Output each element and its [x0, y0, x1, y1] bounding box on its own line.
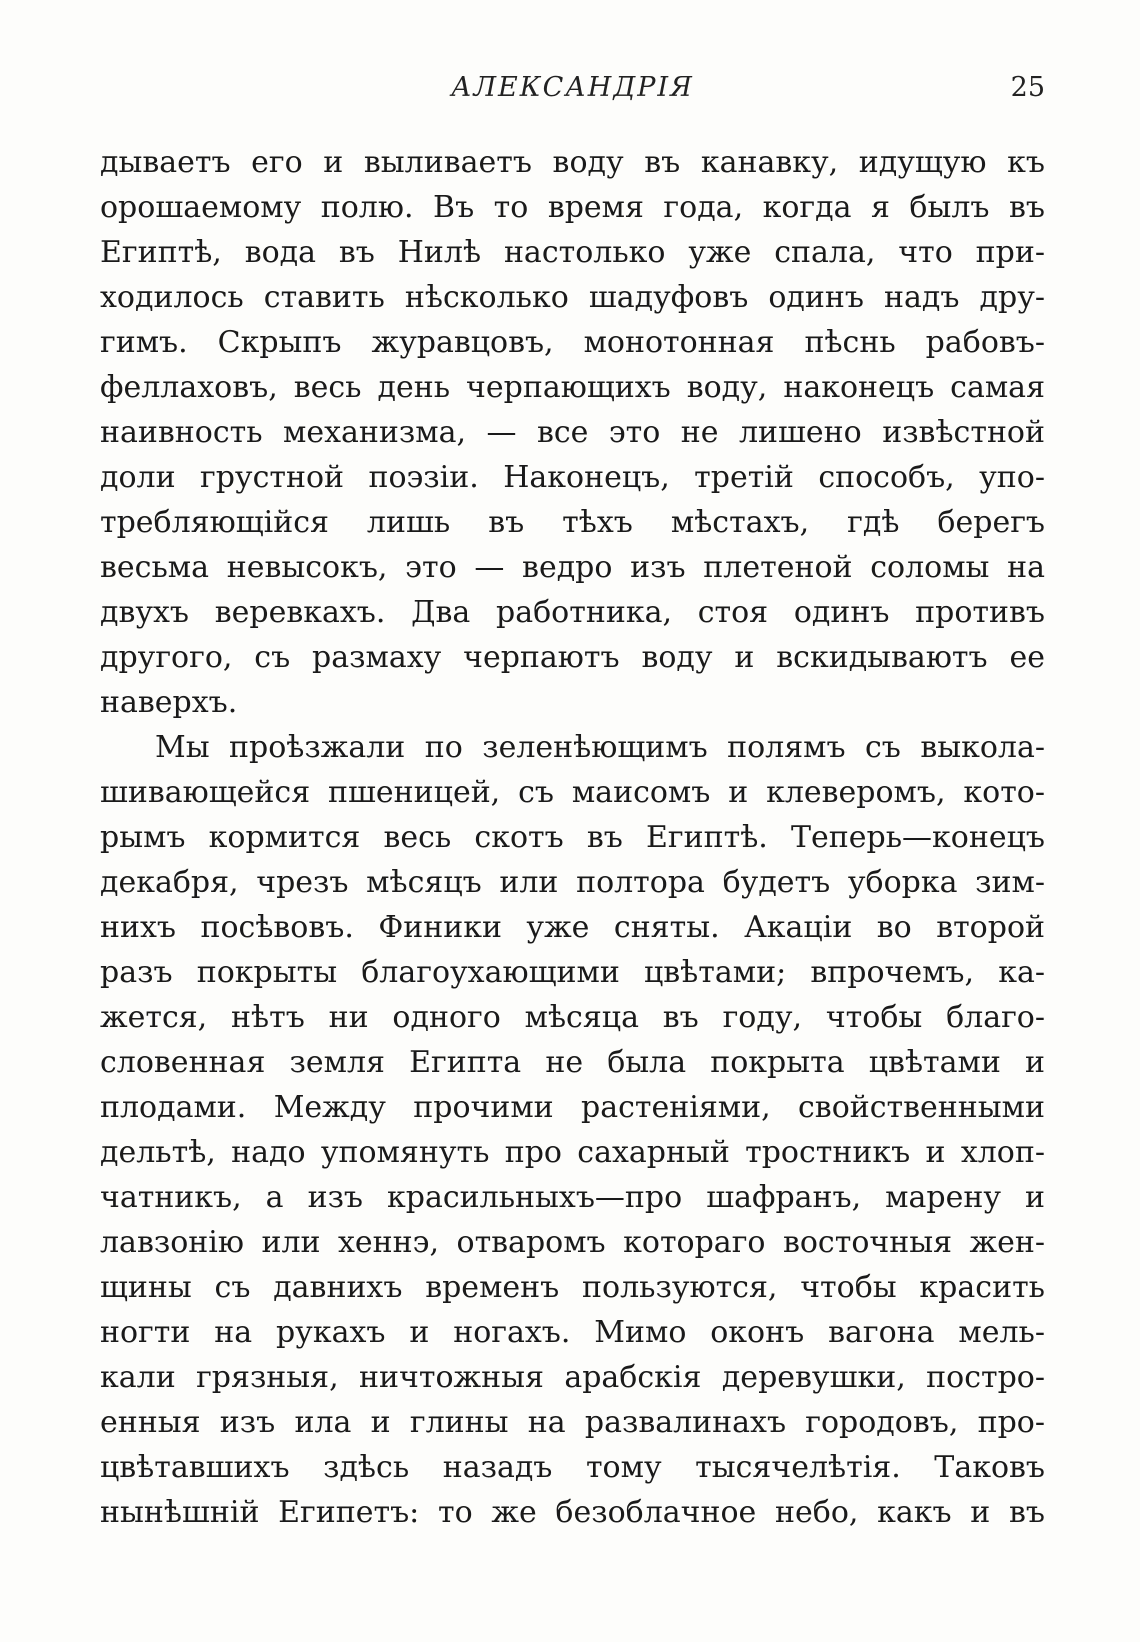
text-line-7: наивность механизма, — все это не лишено извѣстной	[100, 415, 1045, 450]
text-line-1: дываетъ его и выливаетъ воду въ канавку, идущую къ	[100, 145, 1045, 180]
text-line-29: енныя изъ ила и глины на развалинахъ городовъ, про-	[100, 1405, 1045, 1440]
text-line-12: другого, съ размаху черпаютъ воду и вскидываютъ ее	[100, 640, 1045, 675]
text-line-3: Египтѣ, вода въ Нилѣ настолько уже спала, что при-	[100, 235, 1045, 270]
text-line-6: феллаховъ, весь день черпающихъ воду, наконецъ самая	[100, 370, 1045, 405]
text-line-10: весьма невысокъ, это — ведро изъ плетеной соломы на	[100, 550, 1045, 585]
running-head	[100, 72, 1045, 112]
text-line-26: щины съ давнихъ временъ пользуются, чтобы красить	[100, 1270, 1045, 1305]
text-line-5: гимъ. Скрыпъ журавцовъ, монотонная пѣснь рабовъ-	[100, 325, 1045, 360]
text-line-16: рымъ кормится весь скотъ въ Египтѣ. Теперь—конецъ	[100, 820, 1045, 855]
text-line-24: чатникъ, а изъ красильныхъ—про шафранъ, марену и	[100, 1180, 1045, 1215]
text-line-14: Мы проѣзжали по зеленѣющимъ полямъ съ выколa-	[155, 730, 1045, 765]
running-title: АЛЕКСАНДРІЯ	[451, 72, 694, 103]
body-text	[100, 140, 1045, 1535]
text-line-2: орошаемому полю. Въ то время года, когда я былъ въ	[100, 190, 1045, 225]
text-line-11: двухъ веревкахъ. Два работника, стоя одинъ противъ	[100, 595, 1045, 630]
text-line-13: наверхъ.	[100, 685, 238, 720]
text-line-27: ногти на рукахъ и ногахъ. Мимо оконъ вагона мель-	[100, 1315, 1045, 1350]
text-line-23: дельтѣ, надо упомянуть про сахарный тростникъ и хлоп-	[100, 1135, 1045, 1170]
text-line-8: доли грустной поэзіи. Наконецъ, третій способъ, упо-	[100, 460, 1045, 495]
text-line-30: цвѣтавшихъ здѣсь назадъ тому тысячелѣтія. Таковъ	[100, 1450, 1045, 1485]
text-line-4: ходилось ставить нѣсколько шадуфовъ одинъ надъ дру-	[100, 280, 1045, 315]
text-line-18: нихъ посѣвовъ. Финики уже сняты. Акаціи во второй	[100, 910, 1045, 945]
text-line-21: словенная земля Египта не была покрыта цвѣтами и	[100, 1045, 1045, 1080]
text-line-22: плодами. Между прочими растеніями, свойственными	[100, 1090, 1045, 1125]
text-line-9: требляющійся лишь въ тѣхъ мѣстахъ, гдѣ берегъ	[100, 505, 1045, 540]
text-line-15: шивающейся пшеницей, съ маисомъ и клеверомъ, кото-	[100, 775, 1045, 810]
page-number: 25	[1010, 72, 1045, 103]
text-line-17: декабря, чрезъ мѣсяцъ или полтора будетъ уборка зим-	[100, 865, 1045, 900]
text-line-25: лавзонію или хеннэ, отваромъ котораго восточныя жен-	[100, 1225, 1045, 1260]
text-line-28: кали грязныя, ничтожныя арабскія деревушки, постро-	[100, 1360, 1045, 1395]
text-line-31: нынѣшній Египетъ: то же безоблачное небо, какъ и въ	[100, 1495, 1045, 1530]
text-line-20: жется, нѣтъ ни одного мѣсяца въ году, чтобы благо-	[100, 1000, 1045, 1035]
text-line-19: разъ покрыты благоухающими цвѣтами; впрочемъ, ка-	[100, 955, 1045, 990]
